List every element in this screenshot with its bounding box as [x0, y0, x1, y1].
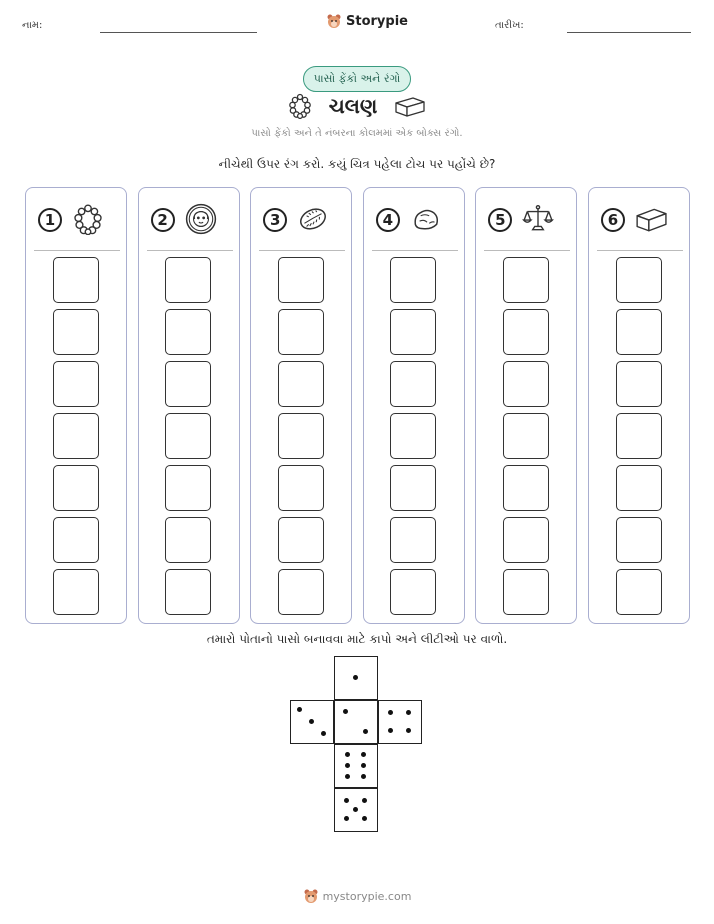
- color-box[interactable]: [278, 569, 324, 615]
- stone-icon: [410, 203, 442, 239]
- color-box[interactable]: [503, 309, 549, 355]
- color-box[interactable]: [53, 465, 99, 511]
- color-box[interactable]: [503, 413, 549, 459]
- color-box[interactable]: [390, 569, 436, 615]
- color-box[interactable]: [53, 257, 99, 303]
- color-box[interactable]: [616, 569, 662, 615]
- color-box[interactable]: [278, 361, 324, 407]
- footer: [303, 888, 412, 904]
- dice-pip: [353, 675, 358, 680]
- color-box[interactable]: [278, 309, 324, 355]
- column-divider: [484, 250, 570, 251]
- color-box[interactable]: [278, 465, 324, 511]
- color-box[interactable]: [616, 465, 662, 511]
- color-box[interactable]: [53, 569, 99, 615]
- color-box[interactable]: [616, 361, 662, 407]
- brand-logo: [326, 13, 408, 29]
- question-text: નીચેથી ઉપર રંગ કરો. કયું ચિત્ર પહેલા ટોચ પર પહોંચે છે?: [218, 157, 496, 171]
- color-box[interactable]: [390, 361, 436, 407]
- column-2: [138, 187, 240, 624]
- color-box[interactable]: [390, 257, 436, 303]
- dice-pip: [361, 763, 366, 768]
- dice-face-3: [290, 700, 334, 744]
- dice-face-1: [334, 656, 378, 700]
- color-box[interactable]: [165, 465, 211, 511]
- dice-pip: [321, 731, 326, 736]
- dice-pip: [309, 719, 314, 724]
- color-box[interactable]: [165, 361, 211, 407]
- dice-pip: [363, 729, 368, 734]
- dice-pip: [345, 774, 350, 779]
- color-box[interactable]: [616, 413, 662, 459]
- color-box[interactable]: [53, 361, 99, 407]
- color-box[interactable]: [165, 257, 211, 303]
- date-line[interactable]: [567, 32, 691, 33]
- color-box[interactable]: [53, 309, 99, 355]
- dice-pip: [388, 710, 393, 715]
- name-line[interactable]: [100, 32, 257, 33]
- column-number: 4: [376, 208, 400, 232]
- color-box[interactable]: [390, 465, 436, 511]
- date-label: તારીખ:: [495, 20, 524, 31]
- block-icon: [635, 203, 667, 239]
- dice-pip: [406, 710, 411, 715]
- bear-logo-icon: [303, 888, 319, 904]
- color-box[interactable]: [278, 413, 324, 459]
- dice-face-2: [334, 700, 378, 744]
- color-box[interactable]: [53, 413, 99, 459]
- column-divider: [147, 250, 233, 251]
- footer-url[interactable]: mystorypie.com: [322, 889, 412, 903]
- column-1: [25, 187, 127, 624]
- color-box[interactable]: [165, 517, 211, 563]
- column-number: 3: [263, 208, 287, 232]
- color-box[interactable]: [503, 257, 549, 303]
- column-divider: [34, 250, 120, 251]
- column-divider: [259, 250, 345, 251]
- color-box[interactable]: [503, 465, 549, 511]
- column-number: 1: [38, 208, 62, 232]
- dice-face-6: [334, 744, 378, 788]
- dice-pip: [362, 816, 367, 821]
- columns-area: [25, 187, 690, 624]
- dice-face-4: [378, 700, 422, 744]
- instructions-text: પાસો ફેંકો અને તે નંબરના કોલમમાં એક બોક્સ રંગો.: [251, 128, 463, 139]
- dice-face-5: [334, 788, 378, 832]
- lion-coin-icon: [185, 203, 217, 239]
- name-label: નામ:: [22, 20, 43, 31]
- column-5: [475, 187, 577, 624]
- dice-net[interactable]: [290, 656, 426, 836]
- dice-pip: [362, 798, 367, 803]
- color-box[interactable]: [278, 517, 324, 563]
- dice-pip: [344, 816, 349, 821]
- column-divider: [372, 250, 458, 251]
- color-box[interactable]: [278, 257, 324, 303]
- column-divider: [597, 250, 683, 251]
- dice-pip: [388, 728, 393, 733]
- column-number: 5: [488, 208, 512, 232]
- dice-pip: [345, 752, 350, 757]
- color-box[interactable]: [165, 413, 211, 459]
- bear-logo-icon: [326, 13, 342, 29]
- color-box[interactable]: [503, 361, 549, 407]
- shell-icon: [297, 203, 329, 239]
- dice-pip: [343, 709, 348, 714]
- color-box[interactable]: [165, 569, 211, 615]
- color-box[interactable]: [503, 569, 549, 615]
- bead-necklace-icon: [72, 203, 104, 239]
- page-title: ચલણ: [328, 94, 378, 118]
- column-3: [250, 187, 352, 624]
- block-icon: [393, 93, 427, 119]
- dice-pip: [361, 774, 366, 779]
- brand-name: Storypie: [346, 13, 408, 29]
- column-number: 2: [151, 208, 175, 232]
- color-box[interactable]: [390, 413, 436, 459]
- dice-pip: [297, 707, 302, 712]
- color-box[interactable]: [616, 257, 662, 303]
- column-6: [588, 187, 690, 624]
- color-box[interactable]: [165, 309, 211, 355]
- dice-pip: [345, 763, 350, 768]
- dice-pip: [406, 728, 411, 733]
- dice-pip: [344, 798, 349, 803]
- bead-necklace-icon: [287, 93, 313, 119]
- color-box[interactable]: [503, 517, 549, 563]
- color-box[interactable]: [616, 309, 662, 355]
- activity-badge: પાસો ફેંકો અને રંગો: [303, 66, 412, 92]
- color-box[interactable]: [616, 517, 662, 563]
- column-number: 6: [601, 208, 625, 232]
- dice-pip: [353, 807, 358, 812]
- color-box[interactable]: [390, 517, 436, 563]
- balance-scale-icon: [522, 203, 554, 239]
- dice-pip: [361, 752, 366, 757]
- color-box[interactable]: [390, 309, 436, 355]
- color-box[interactable]: [53, 517, 99, 563]
- cut-instruction-text: તમારો પોતાનો પાસો બનાવવા માટે કાપો અને લીટીઓ પર વાળો.: [206, 632, 508, 646]
- column-4: [363, 187, 465, 624]
